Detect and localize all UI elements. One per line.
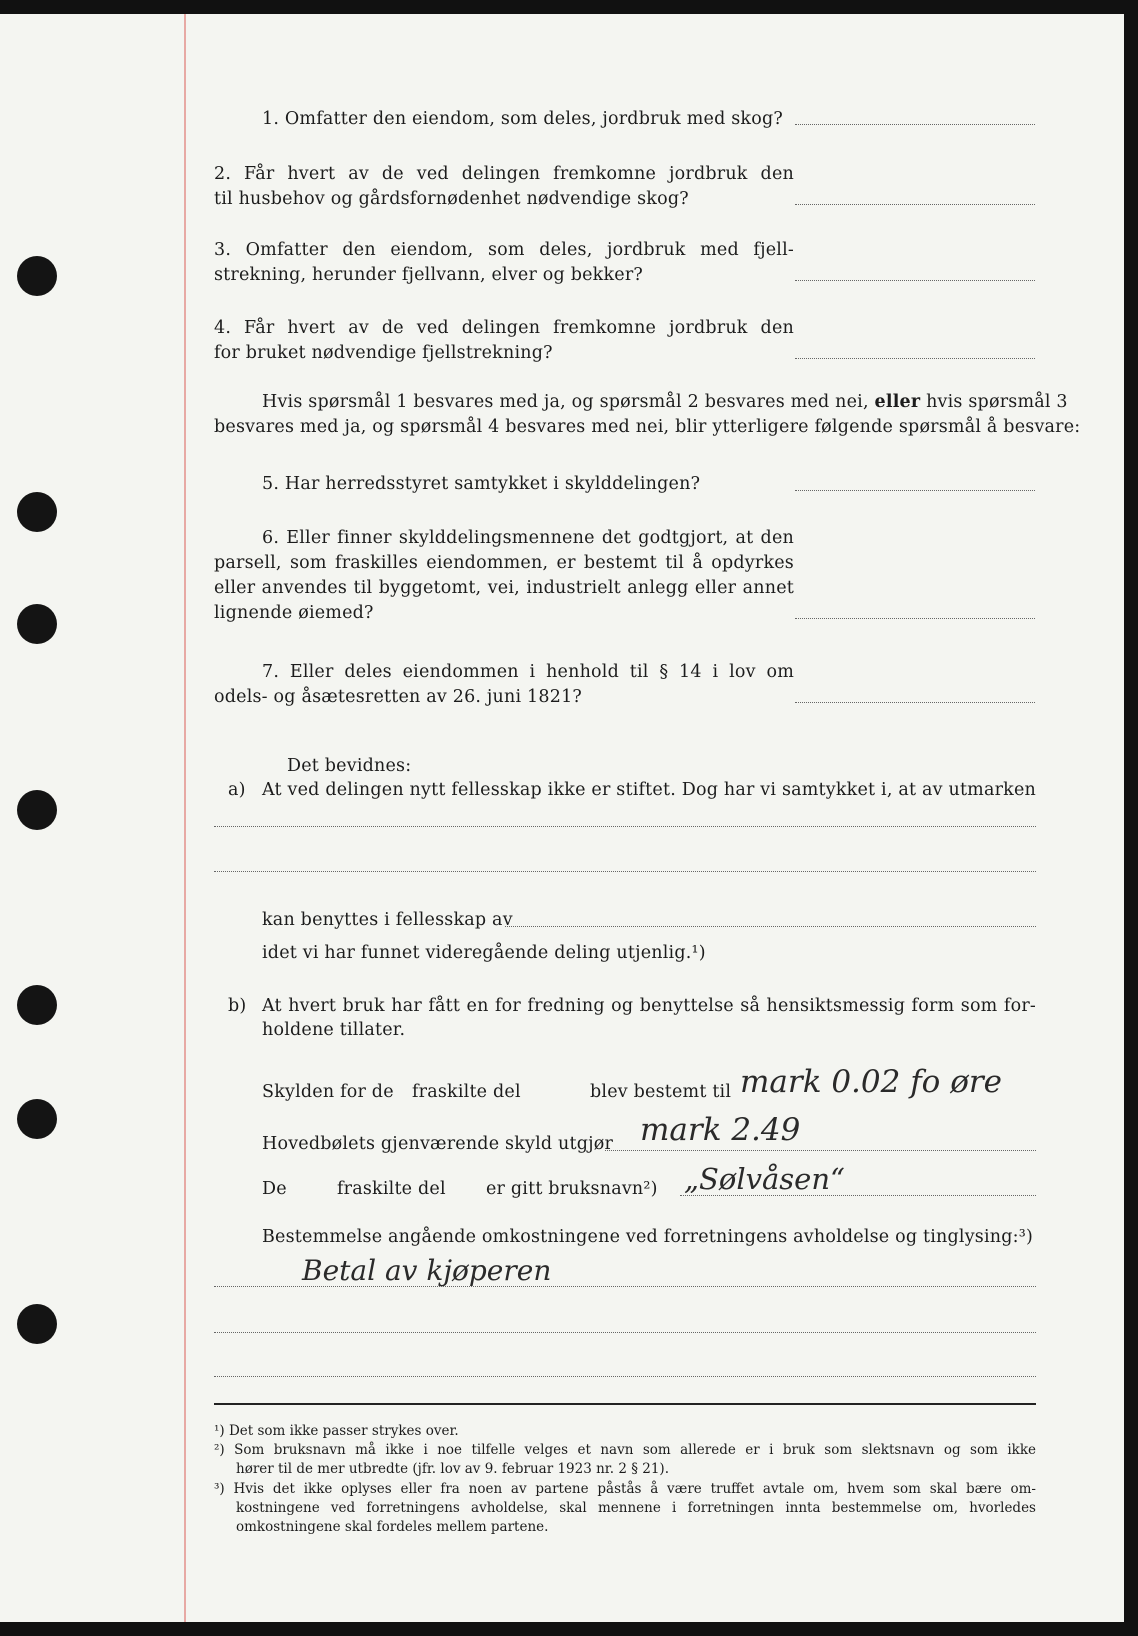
item-a-label: a)	[228, 780, 246, 800]
condition-text-emphasis: eller	[874, 392, 921, 412]
name-label-2: fraskilte del	[337, 1179, 446, 1199]
question-7-line-2: odels- og åsætesretten av 26. juni 1821?	[214, 687, 582, 707]
footnote-separator	[214, 1403, 1036, 1405]
answer-line-4	[795, 358, 1035, 359]
answer-line-1	[795, 124, 1035, 125]
item-b-label: b)	[228, 996, 247, 1016]
footnote-3-text-2: kostningene ved forretningens avholdelse, skal mennene i forretningen innta bestemmelse om, hvorledes	[236, 1500, 1036, 1516]
shared-use-line	[505, 926, 1036, 927]
utmark-line-2	[214, 871, 1036, 872]
question-1: 1. Omfatter den eiendom, som deles, jordbruk med skog?	[262, 109, 783, 129]
question-6-line-2	[214, 551, 794, 576]
hovedbol-line	[605, 1150, 1036, 1151]
name-value: „Sølvåsen“	[684, 1162, 845, 1196]
further-division-text: idet vi har funnet videregående deling utjenlig.¹)	[262, 943, 706, 963]
name-label-3: er gitt bruksnavn²)	[486, 1179, 658, 1199]
footnote-2-line-1	[214, 1441, 1036, 1460]
condition-text-c: hvis spørsmål 3	[926, 392, 1068, 412]
answer-line-2	[795, 204, 1035, 205]
footnote-1: ¹) Det som ikke passer strykes over.	[214, 1423, 459, 1439]
question-4-text-1: 4. Får hvert av de ved delingen fremkomne jordbruk den	[214, 318, 794, 338]
skyld-label-1: Skylden for de	[262, 1082, 394, 1102]
answer-line-3	[795, 280, 1035, 281]
punch-hole	[17, 985, 57, 1025]
skyld-label-3: blev bestemt til	[590, 1082, 732, 1102]
question-2-line-1	[214, 162, 794, 187]
question-6-text-3: eller anvendes til byggetomt, vei, industrielt anlegg eller annet	[214, 578, 794, 598]
question-6-line-1	[214, 526, 794, 551]
cost-line-1	[214, 1286, 1036, 1287]
cost-value: Betal av kjøperen	[302, 1254, 552, 1287]
item-b-line-1	[262, 994, 1036, 1019]
certify-heading: Det bevidnes:	[287, 756, 412, 776]
cost-label: Bestemmelse angående omkostningene ved forretningens avholdelse og tinglysing:³)	[262, 1227, 1033, 1247]
question-6-line-4: lignende øiemed?	[214, 603, 374, 623]
hovedbol-label: Hovedbølets gjenværende skyld utgjør	[262, 1134, 614, 1154]
question-2-line-2: til husbehov og gårdsfornødenhet nødvendige skog?	[214, 189, 689, 209]
answer-line-5	[795, 490, 1035, 491]
question-3-text-1: 3. Omfatter den eiendom, som deles, jordbruk med fjell-	[214, 240, 794, 260]
punch-hole	[17, 492, 57, 532]
utmark-line-1	[214, 826, 1036, 827]
name-label-1: De	[262, 1179, 287, 1199]
cost-line-3	[214, 1376, 1036, 1377]
item-b-text-1: At hvert bruk har fått en for fredning og benyttelse så hensiktsmessig form som for-	[262, 996, 1036, 1016]
footnote-2-text-1: ²) Som bruksnavn må ikke i noe tilfelle velges et navn som allerede er i bruk som slektsnavn og som ikke	[214, 1442, 1036, 1458]
footnote-3-line-1	[214, 1480, 1036, 1499]
question-6-line-3	[214, 576, 794, 601]
answer-line-7	[795, 702, 1035, 703]
skyld-value: mark 0.02 fo øre	[740, 1064, 1003, 1100]
question-5: 5. Har herredsstyret samtykket i skylddelingen?	[262, 474, 701, 494]
condition-line-2: besvares med ja, og spørsmål 4 besvares med nei, blir ytterligere følgende spørsmål å besvare:	[214, 417, 1081, 437]
skyld-label-2: fraskilte del	[412, 1082, 521, 1102]
footnote-2-line-2: hører til de mer utbredte (jfr. lov av 9. februar 1923 nr. 2 § 21).	[236, 1461, 669, 1477]
hovedbol-value: mark 2.49	[640, 1112, 801, 1148]
shared-use-label: kan benyttes i fellesskap av	[262, 910, 513, 930]
punch-hole	[17, 1099, 57, 1139]
cost-line-2	[214, 1332, 1036, 1333]
question-7-line-1	[214, 660, 794, 685]
form-page	[0, 14, 1124, 1622]
punch-hole	[17, 256, 57, 296]
item-b-line-2: holdene tillater.	[262, 1020, 406, 1040]
question-7-text-1: 7. Eller deles eiendommen i henhold til § 14 i lov om	[262, 662, 794, 682]
question-3-line-1	[214, 238, 794, 263]
condition-text-a: Hvis spørsmål 1 besvares med ja, og spørsmål 2 besvares med nei,	[262, 392, 869, 412]
footnote-3-text-1: ³) Hvis det ikke oplyses eller fra noen av partene påstås å være truffet avtale om, hvem som skal bære om-	[214, 1481, 1036, 1497]
question-6-text-1: 6. Eller finner skylddelingsmennene det godtgjort, at den	[262, 528, 794, 548]
margin-line	[184, 14, 186, 1622]
punch-hole	[17, 1304, 57, 1344]
question-4-line-2: for bruket nødvendige fjellstrekning?	[214, 343, 553, 363]
punch-hole	[17, 604, 57, 644]
question-4-line-1	[214, 316, 794, 341]
footnote-3-line-3: omkostningene skal fordeles mellem partene.	[236, 1519, 549, 1535]
answer-line-6	[795, 618, 1035, 619]
question-2-text-1: 2. Får hvert av de ved delingen fremkomne jordbruk den	[214, 164, 794, 184]
item-a-text: At ved delingen nytt fellesskap ikke er stiftet. Dog har vi samtykket i, at av utmarken	[262, 780, 1036, 800]
question-6-text-2: parsell, som fraskilles eiendommen, er bestemt til å opdyrkes	[214, 553, 794, 573]
item-a-line	[262, 778, 1036, 803]
punch-hole	[17, 790, 57, 830]
question-3-line-2: strekning, herunder fjellvann, elver og bekker?	[214, 265, 643, 285]
footnote-3-line-2	[236, 1499, 1036, 1518]
condition-line-1	[262, 390, 1068, 415]
